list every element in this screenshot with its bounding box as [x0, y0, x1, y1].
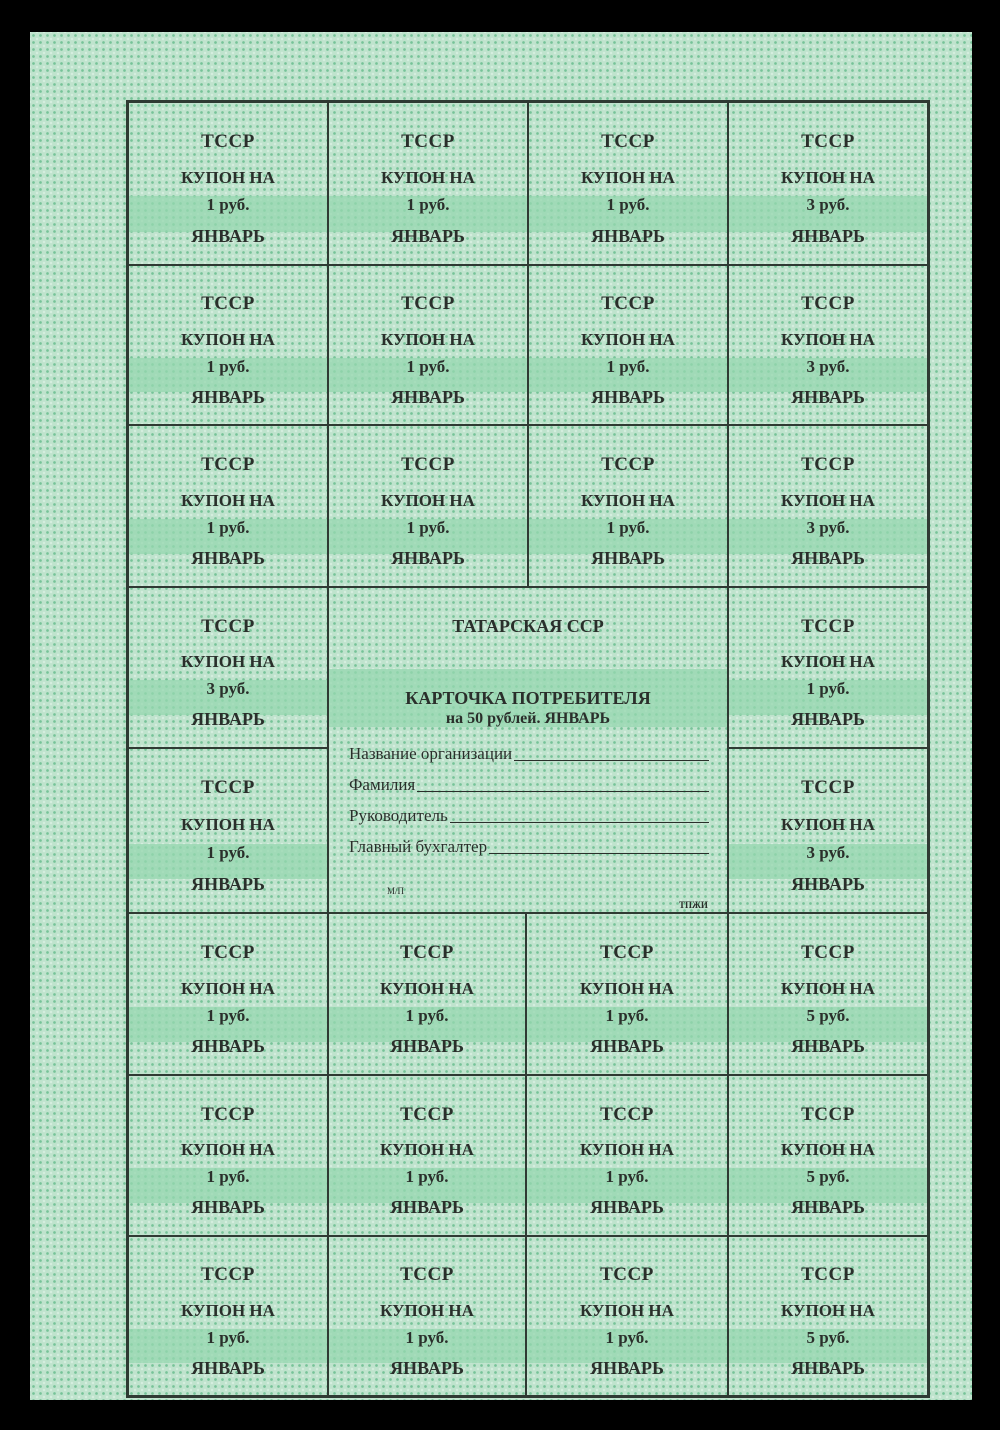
coupon-republic: ТССР [201, 1103, 255, 1125]
coupon-month: ЯНВАРЬ [191, 225, 265, 246]
coupon-month: ЯНВАРЬ [791, 1197, 865, 1218]
coupon-label: КУПОН НА [581, 490, 675, 510]
field-label: Название организации [349, 744, 513, 763]
coupon [128, 425, 328, 587]
coupon-month: ЯНВАРЬ [391, 548, 465, 569]
coupon-republic: ТССР [801, 1103, 855, 1125]
coupon-month: ЯНВАРЬ [191, 1357, 265, 1378]
coupon-label: КУПОН НА [781, 490, 875, 510]
field-line [514, 760, 709, 761]
coupon-value: 5 руб. [806, 1167, 850, 1187]
field-label: Руководитель [349, 806, 448, 825]
coupon-value: 1 руб. [606, 356, 650, 376]
coupon-label: КУПОН НА [380, 1140, 474, 1160]
coupon-label: КУПОН НА [181, 652, 275, 672]
coupon-value: 1 руб. [606, 517, 650, 537]
coupon-month: ЯНВАРЬ [390, 1036, 464, 1057]
coupon-label: КУПОН НА [380, 978, 474, 998]
coupon-republic: ТССР [600, 1103, 654, 1125]
coupon-label: КУПОН НА [781, 329, 875, 349]
coupon-month: ЯНВАРЬ [791, 1357, 865, 1378]
coupon-label: КУПОН НА [181, 490, 275, 510]
coupon-value: 5 руб. [806, 1327, 850, 1347]
coupon-value: 1 руб. [206, 1327, 250, 1347]
coupon-republic: ТССР [600, 1264, 654, 1286]
coupon [728, 1236, 928, 1396]
coupon-value: 1 руб. [406, 195, 450, 215]
coupon-label: КУПОН НА [781, 1300, 875, 1320]
coupon-label: КУПОН НА [580, 1300, 674, 1320]
coupon-republic: ТССР [201, 941, 255, 963]
coupon [328, 102, 528, 265]
field-label: Главный бухгалтер [349, 837, 488, 856]
coupon-value: 1 руб. [405, 1327, 449, 1347]
coupon [728, 748, 928, 913]
coupon-label: КУПОН НА [181, 329, 275, 349]
coupon-republic: ТССР [801, 293, 855, 315]
coupon-republic: ТССР [400, 941, 454, 963]
coupon-republic: ТССР [201, 1264, 255, 1286]
coupon-value: 1 руб. [206, 1005, 250, 1025]
coupon-label: КУПОН НА [581, 168, 675, 187]
coupon-grid [126, 100, 930, 1398]
coupon-label: КУПОН НА [781, 652, 875, 672]
coupon-republic: ТССР [401, 130, 455, 152]
coupon-month: ЯНВАРЬ [591, 225, 665, 246]
surname-field [349, 771, 709, 795]
coupon-republic: ТССР [201, 293, 255, 315]
coupon-value: 1 руб. [206, 1167, 250, 1187]
coupon [728, 913, 928, 1075]
coupon-label: КУПОН НА [181, 1300, 275, 1320]
coupon-month: ЯНВАРЬ [791, 873, 865, 894]
coupon-month: ЯНВАРЬ [191, 709, 265, 730]
coupon-label: КУПОН НА [381, 329, 475, 349]
coupon-republic: ТССР [801, 1264, 855, 1286]
coupon-label: КУПОН НА [781, 168, 875, 187]
coupon-label: КУПОН НА [181, 168, 275, 187]
coupon-month: ЯНВАРЬ [791, 225, 865, 246]
coupon [728, 102, 928, 265]
coupon [328, 265, 528, 425]
coupon-republic: ТССР [201, 130, 255, 152]
coupon-republic: ТССР [400, 1264, 454, 1286]
coupon-value: 1 руб. [406, 356, 450, 376]
coupon-republic: ТССР [801, 615, 855, 637]
coupon [128, 1075, 328, 1236]
field-line [450, 822, 709, 823]
coupon-value: 3 руб. [206, 679, 250, 699]
coupon-label: КУПОН НА [181, 978, 275, 998]
consumer-card [328, 587, 728, 913]
coupon-value: 1 руб. [605, 1005, 649, 1025]
card-title: ТАТАРСКАЯ ССР [452, 616, 604, 636]
coupon-republic: ТССР [601, 293, 655, 315]
coupon [128, 587, 328, 748]
coupon [128, 265, 328, 425]
coupon-month: ЯНВАРЬ [391, 225, 465, 246]
coupon-republic: ТССР [600, 941, 654, 963]
coupon-republic: ТССР [401, 293, 455, 315]
coupon [128, 913, 328, 1075]
stamp-mark: М/П [387, 886, 405, 896]
coupon-republic: ТССР [201, 777, 255, 799]
coupon-value: 1 руб. [605, 1327, 649, 1347]
coupon-month: ЯНВАРЬ [791, 1036, 865, 1057]
director-field [349, 802, 709, 826]
coupon-republic: ТССР [801, 941, 855, 963]
coupon [328, 425, 528, 587]
coupon-republic: ТССР [801, 130, 855, 152]
coupon-republic: ТССР [201, 453, 255, 475]
coupon [728, 425, 928, 587]
coupon [328, 1075, 526, 1236]
coupon [528, 102, 728, 265]
coupon [728, 587, 928, 748]
coupon [728, 1075, 928, 1236]
coupon-label: КУПОН НА [781, 978, 875, 998]
coupon [528, 265, 728, 425]
coupon-value: 1 руб. [206, 517, 250, 537]
coupon-month: ЯНВАРЬ [191, 386, 265, 407]
coupon-value: 1 руб. [405, 1167, 449, 1187]
coupon [128, 1236, 328, 1396]
coupon-label: КУПОН НА [381, 490, 475, 510]
coupon-month: ЯНВАРЬ [591, 548, 665, 569]
coupon-label: КУПОН НА [381, 168, 475, 187]
coupon-republic: ТССР [601, 453, 655, 475]
coupon-republic: ТССР [801, 777, 855, 799]
coupon-month: ЯНВАРЬ [191, 1197, 265, 1218]
coupon-month: ЯНВАРЬ [391, 386, 465, 407]
coupon-label: КУПОН НА [580, 978, 674, 998]
card-subtitle: КАРТОЧКА ПОТРЕБИТЕЛЯ [405, 688, 651, 708]
coupon-value: 1 руб. [405, 1005, 449, 1025]
coupon-label: КУПОН НА [181, 1140, 275, 1160]
coupon-month: ЯНВАРЬ [590, 1036, 664, 1057]
coupon-month: ЯНВАРЬ [191, 873, 265, 894]
coupon-month: ЯНВАРЬ [591, 386, 665, 407]
field-line [489, 853, 709, 854]
coupon [328, 913, 526, 1075]
coupon-value: 3 руб. [806, 842, 850, 862]
coupon-value: 3 руб. [806, 195, 850, 215]
coupon-month: ЯНВАРЬ [390, 1197, 464, 1218]
coupon [728, 265, 928, 425]
coupon-month: ЯНВАРЬ [590, 1357, 664, 1378]
card-amount: на 50 рублей. ЯНВАРЬ [445, 710, 611, 727]
coupon-value: 1 руб. [406, 517, 450, 537]
accountant-field [349, 833, 709, 857]
coupon-value: 1 руб. [806, 679, 850, 699]
coupon-sheet [30, 32, 972, 1400]
coupon-month: ЯНВАРЬ [191, 548, 265, 569]
coupon-republic: ТССР [201, 615, 255, 637]
coupon [526, 1236, 728, 1396]
coupon-value: 1 руб. [206, 356, 250, 376]
coupon-month: ЯНВАРЬ [791, 386, 865, 407]
coupon-republic: ТССР [601, 130, 655, 152]
coupon-label: КУПОН НА [581, 329, 675, 349]
field-label: Фамилия [349, 775, 416, 794]
coupon-month: ЯНВАРЬ [590, 1197, 664, 1218]
coupon-label: КУПОН НА [181, 814, 275, 834]
coupon-value: 1 руб. [206, 842, 250, 862]
coupon-value: 3 руб. [806, 517, 850, 537]
coupon [328, 1236, 526, 1396]
coupon-republic: ТССР [801, 453, 855, 475]
coupon-republic: ТССР [401, 453, 455, 475]
coupon-month: ЯНВАРЬ [791, 709, 865, 730]
coupon-value: 1 руб. [606, 195, 650, 215]
coupon-value: 1 руб. [206, 195, 250, 215]
coupon-value: 5 руб. [806, 1005, 850, 1025]
coupon-republic: ТССР [400, 1103, 454, 1125]
coupon [528, 425, 728, 587]
coupon-label: КУПОН НА [380, 1300, 474, 1320]
field-line [417, 791, 709, 792]
coupon [128, 102, 328, 265]
coupon-label: КУПОН НА [580, 1140, 674, 1160]
coupon-value: 3 руб. [806, 356, 850, 376]
coupon [526, 913, 728, 1075]
printer-code: ТПЖИ [679, 900, 708, 910]
coupon-month: ЯНВАРЬ [191, 1036, 265, 1057]
coupon-value: 1 руб. [605, 1167, 649, 1187]
coupon-label: КУПОН НА [781, 814, 875, 834]
coupon-label: КУПОН НА [781, 1140, 875, 1160]
coupon-month: ЯНВАРЬ [390, 1357, 464, 1378]
coupon [128, 748, 328, 913]
coupon-month: ЯНВАРЬ [791, 548, 865, 569]
organization-field [349, 740, 709, 764]
coupon [526, 1075, 728, 1236]
